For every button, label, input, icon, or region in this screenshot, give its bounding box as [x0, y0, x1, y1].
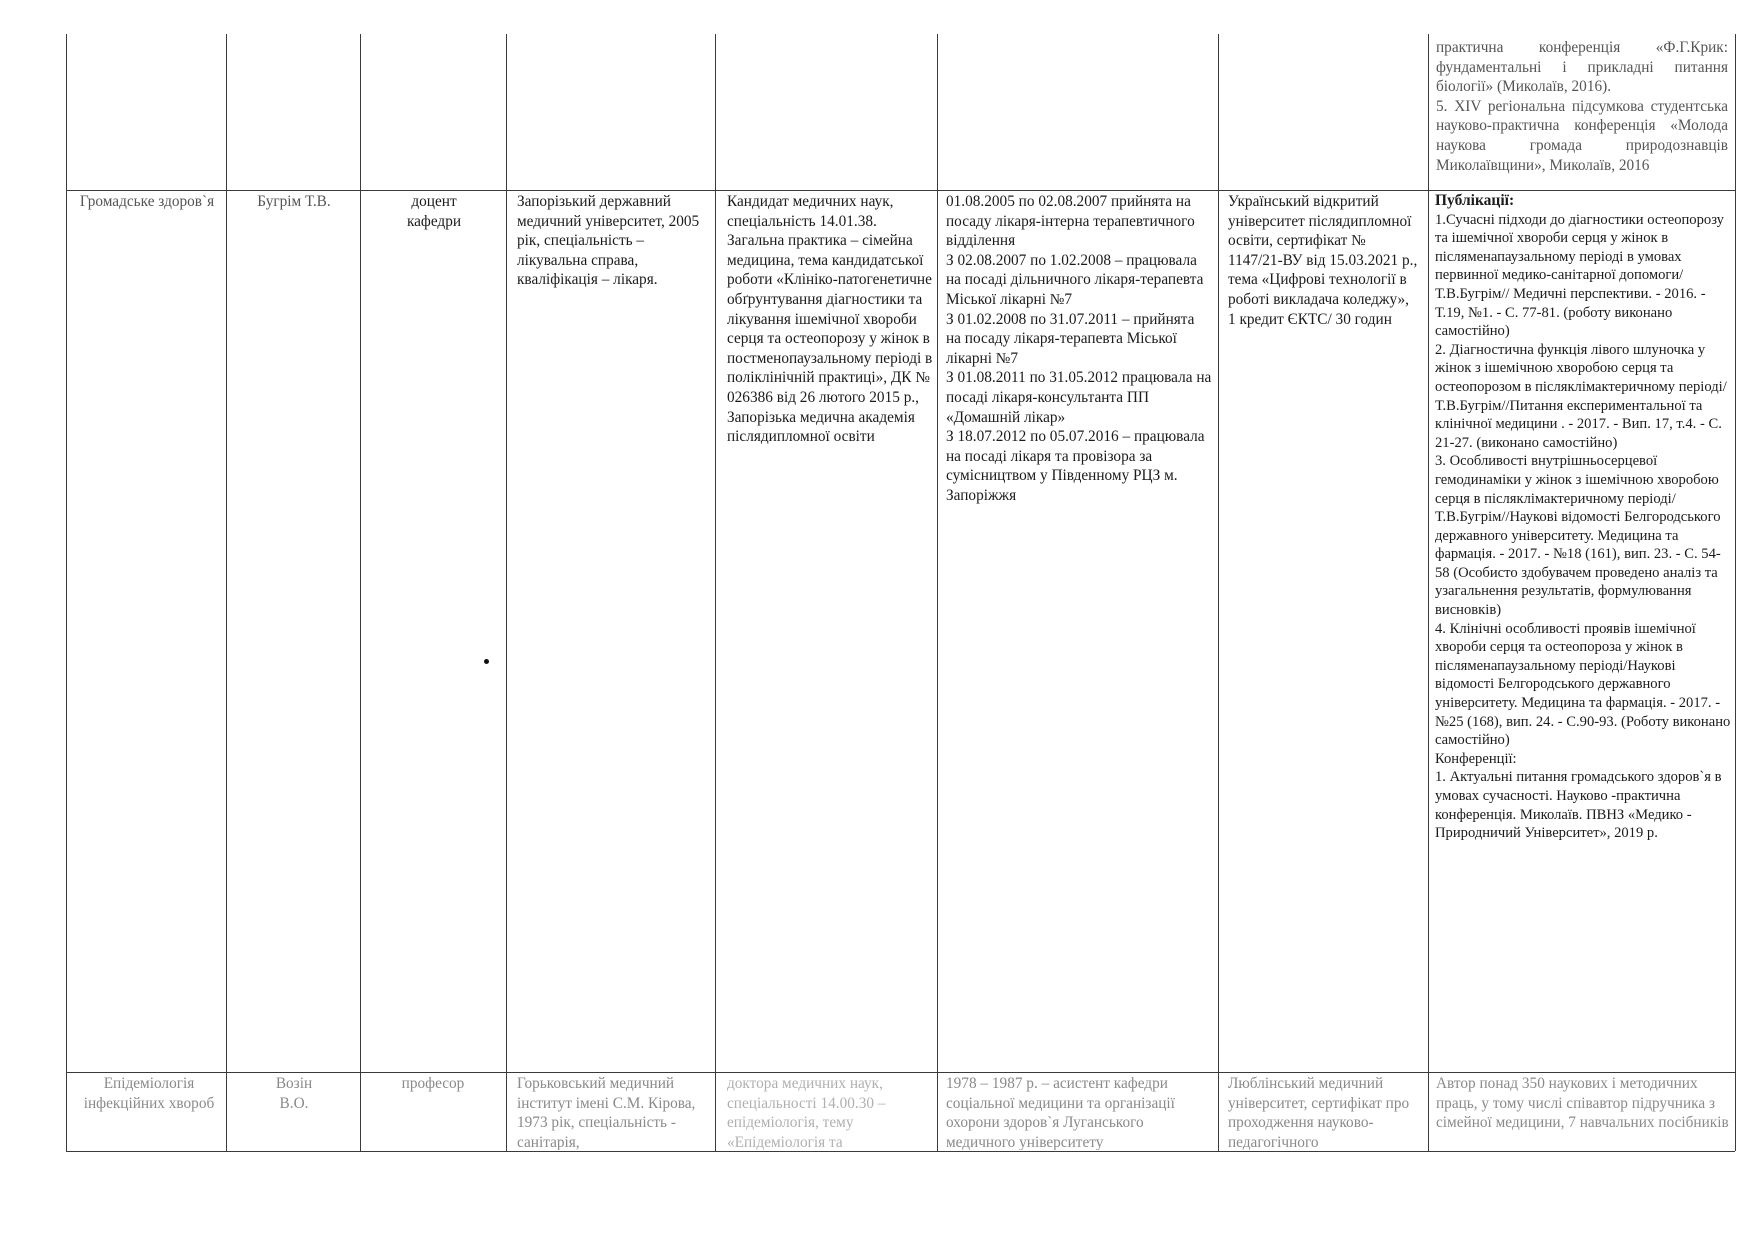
teacher-name-cell — [252, 192, 336, 212]
column-divider — [506, 34, 507, 1151]
education-cell — [517, 192, 709, 290]
publications-text: 1.Сучасні підходи до діагностики остеопорозу та ішемічної хвороби серця у жінок в післяменапаузальному періоді в умовах первинної медико-санітарної допомоги/Т.В.Бугрім// Медичні перспективи. - 2016. - Т.19, №1. - С. 77-81. (роботу виконано самостійно) 2. Діагностична функція лівого шлуночка у жінок з ішемічною хворобою серця та остеопорозом в післяклімактеричному періоді/Т.В.Бугрім//Питання експериментальної та клінічної медицини . - 2017. - Вип. 17, т.4. - С. 21-27. (виконано самостійно) 3. Особливості внутрішньосерцевої гемодинаміки у жінок з ішемічною хворобою серця в післяклімактеричному періоді/Т.В.Бугрім//Наукові відомості Белгородського державного університету. Медицина та фармація. - 2017. - №18 (161), вип. 23. - С. 54-58 (Особисто здобувачем проведено аналіз та узагальнення результатів, формулювання висновків) 4. Клінічні особливості проявів ішемічної хвороби серця та остеопороза у жінок в післяменапаузальному періоді/Наукові відомості Белгородського державного університету. Медицина та фармація. - 2017. - №25 (168), вип. 24. - С.90-93. (Роботу виконано самостійно) Конференції: 1. Актуальні питання громадського здоров`я в умовах сучасності. Науково -практична конференція. Миколаїв. ПВНЗ «Медико - Природничий Університет», 2019 р. — [1435, 211, 1731, 842]
column-divider — [715, 34, 716, 1151]
qualification-cell — [1228, 192, 1418, 329]
position-text: професор — [401, 1075, 465, 1092]
education-text: Запорізький державний медичний університет, 2005 рік, спеціальність – лікувальна справа, кваліфікація – лікаря. — [517, 193, 700, 289]
discipline-cell — [76, 192, 218, 212]
publications-heading: Публікації: — [1435, 192, 1515, 209]
column-divider — [937, 34, 938, 1151]
row-divider — [66, 1072, 1735, 1073]
degree-text: доктора медичних наук, спеціальності 14.00.30 – епідеміологія, тему «Епідеміологія та — [727, 1075, 886, 1150]
column-divider — [226, 34, 227, 1151]
teacher-name-cell — [262, 1074, 326, 1150]
table-border-left — [66, 34, 67, 1151]
qualification-cell — [1228, 1074, 1418, 1150]
discipline-cell — [80, 1074, 218, 1150]
column-divider — [1428, 34, 1429, 1151]
degree-cell — [727, 192, 933, 447]
column-divider — [1218, 34, 1219, 1151]
publications-text: Автор понад 350 наукових і методичних праць, у тому числі співавтор підручника з сімейної медицини, 7 навчальних посібників — [1436, 1075, 1729, 1132]
work-experience-cell — [946, 192, 1212, 506]
publications-cell-continued — [1436, 38, 1728, 188]
table-border-bottom — [66, 1151, 1735, 1152]
discipline-text: Громадське здоров`я — [79, 193, 215, 210]
teacher-name-text: Возін В.О. — [275, 1075, 313, 1112]
publications-cell — [1435, 192, 1731, 1070]
education-text: Горьковський медичний інститут імені С.М. Кірова, 1973 рік, спеціальність - санітарія, — [517, 1075, 696, 1150]
position-cell — [388, 192, 480, 231]
qualification-text: Люблінський медичний університет, сертифікат про проходження науково-педагогічного — [1228, 1075, 1410, 1150]
position-text: доцент кафедри — [406, 193, 462, 230]
scan-speck — [484, 659, 489, 664]
degree-text: Кандидат медичних наук, спеціальність 14.01.38. Загальна практика – сімейна медицина, тема кандидатської роботи «Клініко-патогенетичне обґрунтування діагностики та лікування ішемічної хвороби серця та остеопорозу у жінок в постменопаузальному періоді в поліклінічній практиці», ДК № 026386 від 26 лютого 2015 р., Запорізька медична академія післядипломної освіти — [727, 193, 933, 446]
row-divider — [66, 190, 1735, 191]
publications-continued-text: практична конференція «Ф.Г.Крик: фундаментальні і прикладні питання біології» (Миколаїв, 2016). 5. XIV регіональна підсумкова студентська науково-практична конференція «Молода наукова громада природознавців Миколаївщини», Миколаїв, 2016 — [1436, 39, 1728, 174]
position-cell — [388, 1074, 478, 1150]
degree-cell — [727, 1074, 933, 1150]
education-cell — [517, 1074, 709, 1150]
column-divider — [360, 34, 361, 1151]
work-experience-text: 01.08.2005 по 02.08.2007 прийнята на посаду лікаря-інтерна терапевтичного відділення З 02.08.2007 по 1.02.2008 – працювала на посаді дільничного лікаря-терапевта Міської лікарні №7 З 01.02.2008 по 31.07.2011 – прийнята на посаду лікаря-терапевта Міської лікарні №7 З 01.08.2011 по 31.05.2012 працювала на посаді лікаря-консультанта ПП «Домашній лікар» З 18.07.2012 по 05.07.2016 – працювала на посаді лікаря та провізора за сумісництвом у Південному РЦЗ м. Запоріжжя — [946, 193, 1212, 504]
teacher-name-text: Бугрім Т.В. — [257, 193, 331, 210]
work-experience-cell — [946, 1074, 1212, 1150]
qualification-text: Український відкритий університет післядипломної освіти, сертифікат № 1147/21-ВУ від 15.03.2021 р., тема «Цифрові технології в роботі викладача коледжу», 1 кредит ЄКТС/ 30 годин — [1228, 193, 1418, 328]
discipline-text: Епідеміологія інфекційних хвороб — [83, 1075, 215, 1112]
work-experience-text: 1978 – 1987 р. – асистент кафедри соціальної медицини та організації охорони здоров`я Луганського медичного університету — [946, 1075, 1175, 1150]
publications-cell — [1436, 1074, 1730, 1150]
table-border-right — [1735, 34, 1736, 1151]
